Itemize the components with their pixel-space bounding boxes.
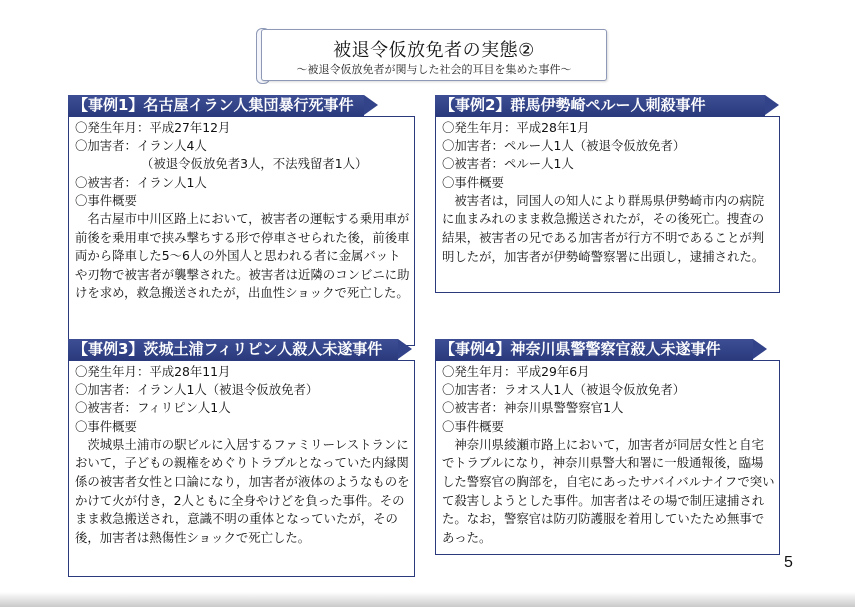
case-3-victim: 〇被害者：フィリピン人1人 xyxy=(75,400,231,416)
page-bottom-shadow xyxy=(0,592,855,607)
page-number: 5 xyxy=(784,554,793,571)
case-4-summary: 神奈川県綾瀬市路上において，加害者が同居女性と自宅でトラブルになり，神奈川県警大和署に一般通報後，臨場した警察官の胸部を，自宅にあったサバイバルナイフで突いて殺害しようとした事件。加害者はその場で制圧逮捕された。なお，警察官は防刃防護服を着用していたため無事であった。 xyxy=(442,436,775,545)
case-2-victim: 〇被害者：ペルー人1人 xyxy=(442,156,574,172)
case-1-assailant: 〇加害者：イラン人4人 xyxy=(75,138,207,154)
case-4-victim: 〇被害者：神奈川県警警察官1人 xyxy=(442,400,624,416)
case-3-body xyxy=(68,360,415,577)
case-3-date: 〇発生年月：平成28年11月 xyxy=(75,364,231,379)
case-4-arrow xyxy=(753,339,767,359)
case-1-assailant-note: （被退令仮放免者3人，不法残留者1人） xyxy=(141,156,368,172)
case-1-summary-label: 〇事件概要 xyxy=(75,192,137,208)
case-1-heading: 【事例1】名古屋イラン人集団暴行死事件 xyxy=(68,95,364,116)
case-1-arrow xyxy=(364,95,378,115)
case-4-body xyxy=(435,360,780,555)
case-2-heading: 【事例2】群馬伊勢崎ペルー人刺殺事件 xyxy=(435,95,765,116)
case-4-summary-label: 〇事件概要 xyxy=(442,418,504,434)
case-1-victim: 〇被害者：イラン人1人 xyxy=(75,174,207,190)
case-2-arrow xyxy=(765,95,779,115)
case-3-summary: 茨城県土浦市の駅ビルに入居するファミリーレストランにおいて，子どもの親権をめぐりトラブルとなっていた内縁関係の被害者女性と口論になり，加害者が液体のようなものをかけて火が付き，2人ともに全身やけどを負った事件。そのまま救急搬送され，意識不明の重体となっていたが，その後，加害者は熱傷性ショックで死亡した。 xyxy=(75,436,410,545)
case-3-assailant: 〇加害者：イラン人1人（被退令仮放免者） xyxy=(75,382,319,398)
case-2-body xyxy=(435,116,780,293)
case-2-summary: 被害者は，同国人の知人により群馬県伊勢崎市内の病院に血まみれのまま救急搬送されたが，その後死亡。捜査の結果，被害者の兄である加害者が行方不明であることが判明したが，加害者が伊勢崎警察署に出頭し，逮捕された。 xyxy=(442,192,765,264)
case-1-summary: 名古屋市中川区路上において，被害者の運転する乗用車が前後を乗用車で挟み撃ちする形で停車させられた後，前後車両から降車した5～6人の外国人と思われる者に金属バットや刃物で被害者が襲撃された。被害者は近隣のコンビニに助けを求め，救急搬送されたが，出血性ショックで死亡した。 xyxy=(75,211,410,301)
case-4-assailant: 〇加害者：ラオス人1人（被退令仮放免者） xyxy=(442,382,686,398)
case-2-summary-label: 〇事件概要 xyxy=(442,174,504,190)
case-3-summary-label: 〇事件概要 xyxy=(75,418,137,434)
page-subtitle: ～被退令仮放免者が関与した社会的耳目を集めた事件～ xyxy=(296,63,572,76)
title-banner xyxy=(261,29,607,81)
case-4-heading: 【事例4】神奈川県警警察官殺人未遂事件 xyxy=(435,339,753,360)
case-3-heading: 【事例3】茨城土浦フィリピン人殺人未遂事件 xyxy=(68,339,398,360)
case-1-date: 〇発生年月：平成27年12月 xyxy=(75,120,231,135)
case-4-date: 〇発生年月：平成29年6月 xyxy=(442,364,590,379)
case-2-date: 〇発生年月：平成28年1月 xyxy=(442,120,590,135)
case-3-arrow xyxy=(398,339,412,359)
page-title: 被退令仮放免者の実態② xyxy=(333,40,535,61)
case-1-body xyxy=(68,116,415,346)
case-2-assailant: 〇加害者：ペルー人1人（被退令仮放免者） xyxy=(442,138,686,154)
